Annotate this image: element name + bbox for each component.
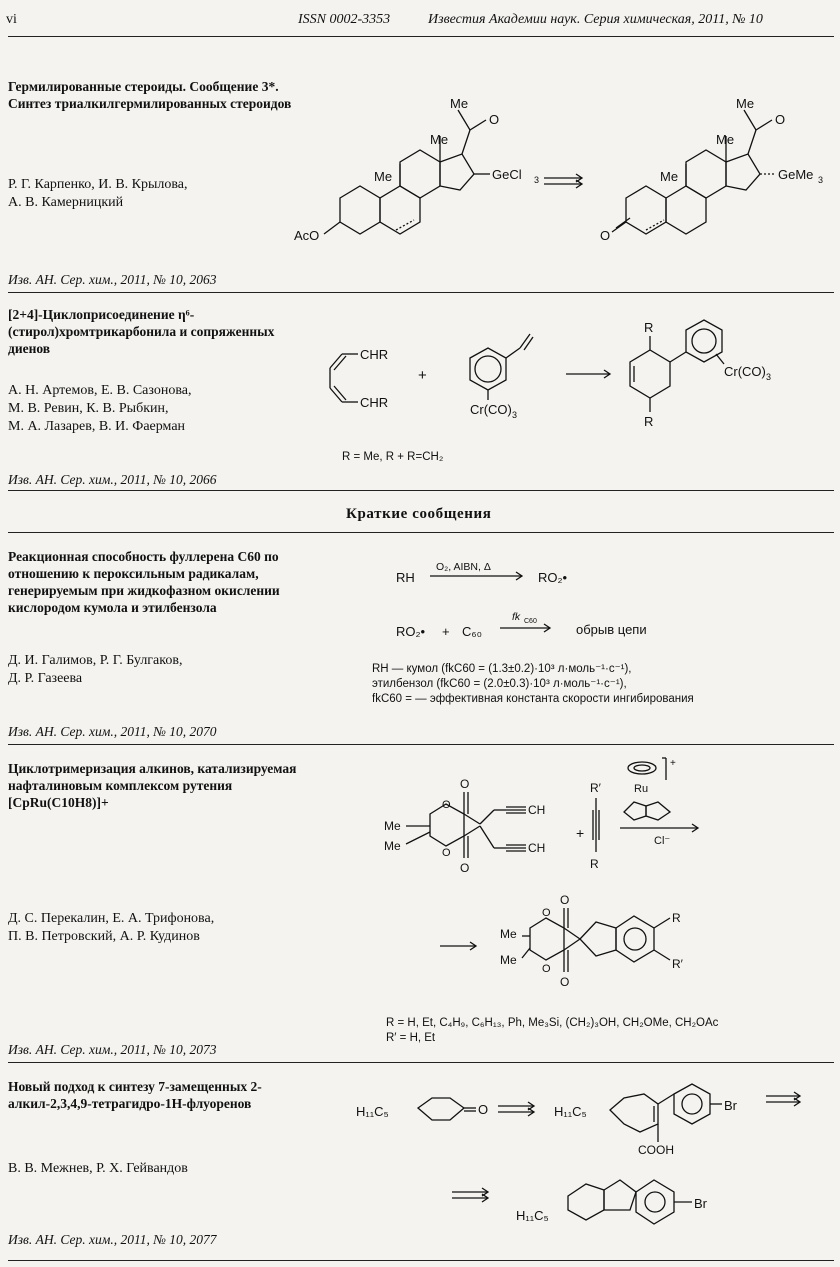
article-5-scheme bbox=[356, 1080, 826, 1240]
svg-text:+: + bbox=[442, 624, 450, 639]
svg-text:Br: Br bbox=[724, 1098, 737, 1113]
svg-text:RH: RH bbox=[396, 570, 415, 585]
svg-text:Me: Me bbox=[430, 132, 449, 147]
svg-text:O: O bbox=[600, 228, 611, 243]
svg-text:H₁₁C₅: H₁₁C₅ bbox=[554, 1104, 587, 1119]
diene-chr-bottom: CHR bbox=[360, 395, 389, 410]
svg-text:3: 3 bbox=[512, 410, 518, 420]
article-3-notes: RH — кумол (fkC60 = (1.3±0.2)·10³ л·моль⁻¹·с⁻¹), этилбензол (fkC60 = (2.0±0.3)·10³ л·моль⁻¹·с⁻¹), fkC60 = — эффективная константа скорости ингибирования bbox=[372, 663, 694, 705]
article-5-reference: Изв. АН. Сер. хим., 2011, № 10, 2077 bbox=[8, 1232, 217, 1247]
article-1-title: Гермилированные стероиды. Сообщение 3*. Синтез триалкилгермилированных стероидов bbox=[8, 79, 292, 111]
svg-text:CH: CH bbox=[528, 841, 546, 855]
svg-text:Me: Me bbox=[736, 96, 755, 111]
article-3-authors: Д. И. Галимов, Р. Г. Булгаков, Д. Р. Газеева bbox=[8, 653, 183, 686]
svg-text:O: O bbox=[460, 777, 470, 791]
page-number: vi bbox=[6, 12, 17, 27]
article-2-reference: Изв. АН. Сер. хим., 2011, № 10, 2066 bbox=[8, 472, 217, 487]
svg-text:Me: Me bbox=[374, 169, 393, 184]
svg-text:O: O bbox=[560, 893, 570, 907]
svg-text:H₁₁C₅: H₁₁C₅ bbox=[356, 1104, 389, 1119]
svg-text:O: O bbox=[560, 975, 570, 989]
section-rule bbox=[8, 532, 834, 533]
svg-text:+: + bbox=[670, 758, 676, 769]
svg-text:R′: R′ bbox=[672, 957, 683, 971]
svg-text:Cl⁻: Cl⁻ bbox=[654, 835, 671, 847]
svg-text:3: 3 bbox=[534, 175, 540, 185]
svg-text:CH: CH bbox=[528, 803, 546, 817]
article-1-reference: Изв. АН. Сер. хим., 2011, № 10, 2063 bbox=[8, 272, 217, 287]
diene-chr-top: CHR bbox=[360, 347, 389, 362]
svg-text:O: O bbox=[775, 112, 786, 127]
methyl-label: Me bbox=[450, 96, 469, 111]
svg-text:R: R bbox=[644, 320, 654, 335]
steroid-reactant bbox=[294, 96, 539, 243]
svg-text:Me: Me bbox=[384, 819, 401, 833]
article-3-rule bbox=[8, 744, 834, 745]
svg-text:C₆₀: C₆₀ bbox=[462, 624, 483, 639]
svg-text:Br: Br bbox=[694, 1196, 707, 1211]
svg-text:Cr(CO): Cr(CO) bbox=[724, 364, 766, 379]
svg-text:O: O bbox=[442, 799, 451, 811]
svg-text:Me: Me bbox=[384, 839, 401, 853]
svg-text:Cr(CO): Cr(CO) bbox=[470, 402, 512, 417]
article-4-reference: Изв. АН. Сер. хим., 2011, № 10, 2073 bbox=[8, 1042, 217, 1057]
svg-text:Me: Me bbox=[500, 953, 517, 967]
article-4-scheme-bottom bbox=[420, 888, 740, 998]
svg-text:O: O bbox=[542, 907, 551, 919]
svg-text:обрыв цепи: обрыв цепи bbox=[576, 622, 647, 637]
svg-text:H₁₁C₅: H₁₁C₅ bbox=[516, 1208, 549, 1223]
article-2-authors: А. Н. Артемов, Е. В. Сазонова, М. В. Ревин, К. В. Рыбкин, М. А. Лазарев, В. И. Фаерман bbox=[8, 383, 192, 434]
svg-text:R: R bbox=[672, 911, 681, 925]
article-4-notes: R = H, Et, C₄H₉, C₆H₁₃, Ph, Me₃Si, (CH₂)₃OH, CH₂OMe, CH₂OAc R′ = H, Et bbox=[386, 1017, 719, 1044]
svg-text:Me: Me bbox=[716, 132, 735, 147]
svg-text:3: 3 bbox=[766, 372, 772, 382]
article-2-note: R = Me, R + R=CH₂ bbox=[342, 451, 444, 463]
article-3-reference: Изв. АН. Сер. хим., 2011, № 10, 2070 bbox=[8, 724, 217, 739]
article-4-authors: Д. С. Перекалин, Е. А. Трифонова, П. В. Петровский, А. Р. Кудинов bbox=[8, 911, 215, 944]
svg-text:3: 3 bbox=[818, 175, 824, 185]
svg-text:RO₂•: RO₂• bbox=[396, 624, 426, 639]
journal-name: Известия Академии наук. Серия химическая, 2011, № 10 bbox=[428, 12, 763, 27]
svg-text:COOH: COOH bbox=[638, 1143, 674, 1157]
svg-text:fk: fk bbox=[512, 611, 521, 623]
svg-text:+: + bbox=[418, 367, 427, 384]
svg-text:Ru: Ru bbox=[634, 783, 649, 795]
section-heading: Краткие сообщения bbox=[346, 506, 492, 522]
article-5-rule bbox=[8, 1260, 834, 1261]
article-5-title: Новый подход к синтезу 7-замещенных 2-алкил-2,3,4,9-тетрагидро-1H-флуоренов bbox=[8, 1079, 262, 1111]
article-3-title: Реакционная способность фуллерена C60 по отношению к пероксильным радикалам, генерируемым при жидкофазном окислении кислородом кумола и этилбензола bbox=[8, 549, 280, 615]
acetoxy-label: AcO bbox=[294, 228, 320, 243]
svg-text:Me: Me bbox=[660, 169, 679, 184]
svg-text:O: O bbox=[478, 1102, 489, 1117]
svg-text:O: O bbox=[442, 847, 451, 859]
article-1-authors: Р. Г. Карпенко, И. В. Крылова, А. В. Камерницкий bbox=[8, 177, 188, 210]
issn: ISSN 0002-3353 bbox=[298, 12, 391, 27]
svg-text:O: O bbox=[489, 112, 500, 127]
svg-text:C60: C60 bbox=[524, 618, 537, 625]
header-rule bbox=[8, 36, 834, 37]
article-4-title: Циклотримеризация алкинов, катализируемая нафталиновым комплексом рутения [CpRu(C10H8)]+ bbox=[8, 761, 297, 810]
svg-text:O: O bbox=[542, 963, 551, 975]
article-3-scheme bbox=[390, 552, 770, 652]
svg-text:R: R bbox=[590, 857, 599, 871]
svg-text:R: R bbox=[644, 414, 654, 429]
article-1-scheme bbox=[290, 78, 824, 258]
article-4-scheme-top bbox=[380, 758, 720, 886]
svg-text:Me: Me bbox=[500, 927, 517, 941]
article-2-scheme bbox=[320, 318, 820, 448]
svg-text:R′: R′ bbox=[590, 781, 601, 795]
svg-text:O₂, AIBN, Δ: O₂, AIBN, Δ bbox=[436, 561, 491, 573]
svg-text:RO₂•: RO₂• bbox=[538, 570, 568, 585]
article-5-authors: В. В. Межнев, Р. Х. Гейвандов bbox=[8, 1161, 188, 1176]
article-1-rule bbox=[8, 292, 834, 293]
article-4-rule bbox=[8, 1062, 834, 1063]
article-2-title: [2+4]-Циклоприсоединение η⁶-(стирол)хромтрикарбонила и сопряженных диенов bbox=[8, 307, 275, 356]
germ-trimethyl-label: GeMe bbox=[778, 167, 814, 182]
steroid-product bbox=[600, 96, 823, 243]
article-2-rule bbox=[8, 490, 834, 491]
germ-trichloride-label: GeCl bbox=[492, 167, 522, 182]
svg-text:+: + bbox=[576, 825, 585, 841]
svg-text:O: O bbox=[460, 861, 470, 875]
